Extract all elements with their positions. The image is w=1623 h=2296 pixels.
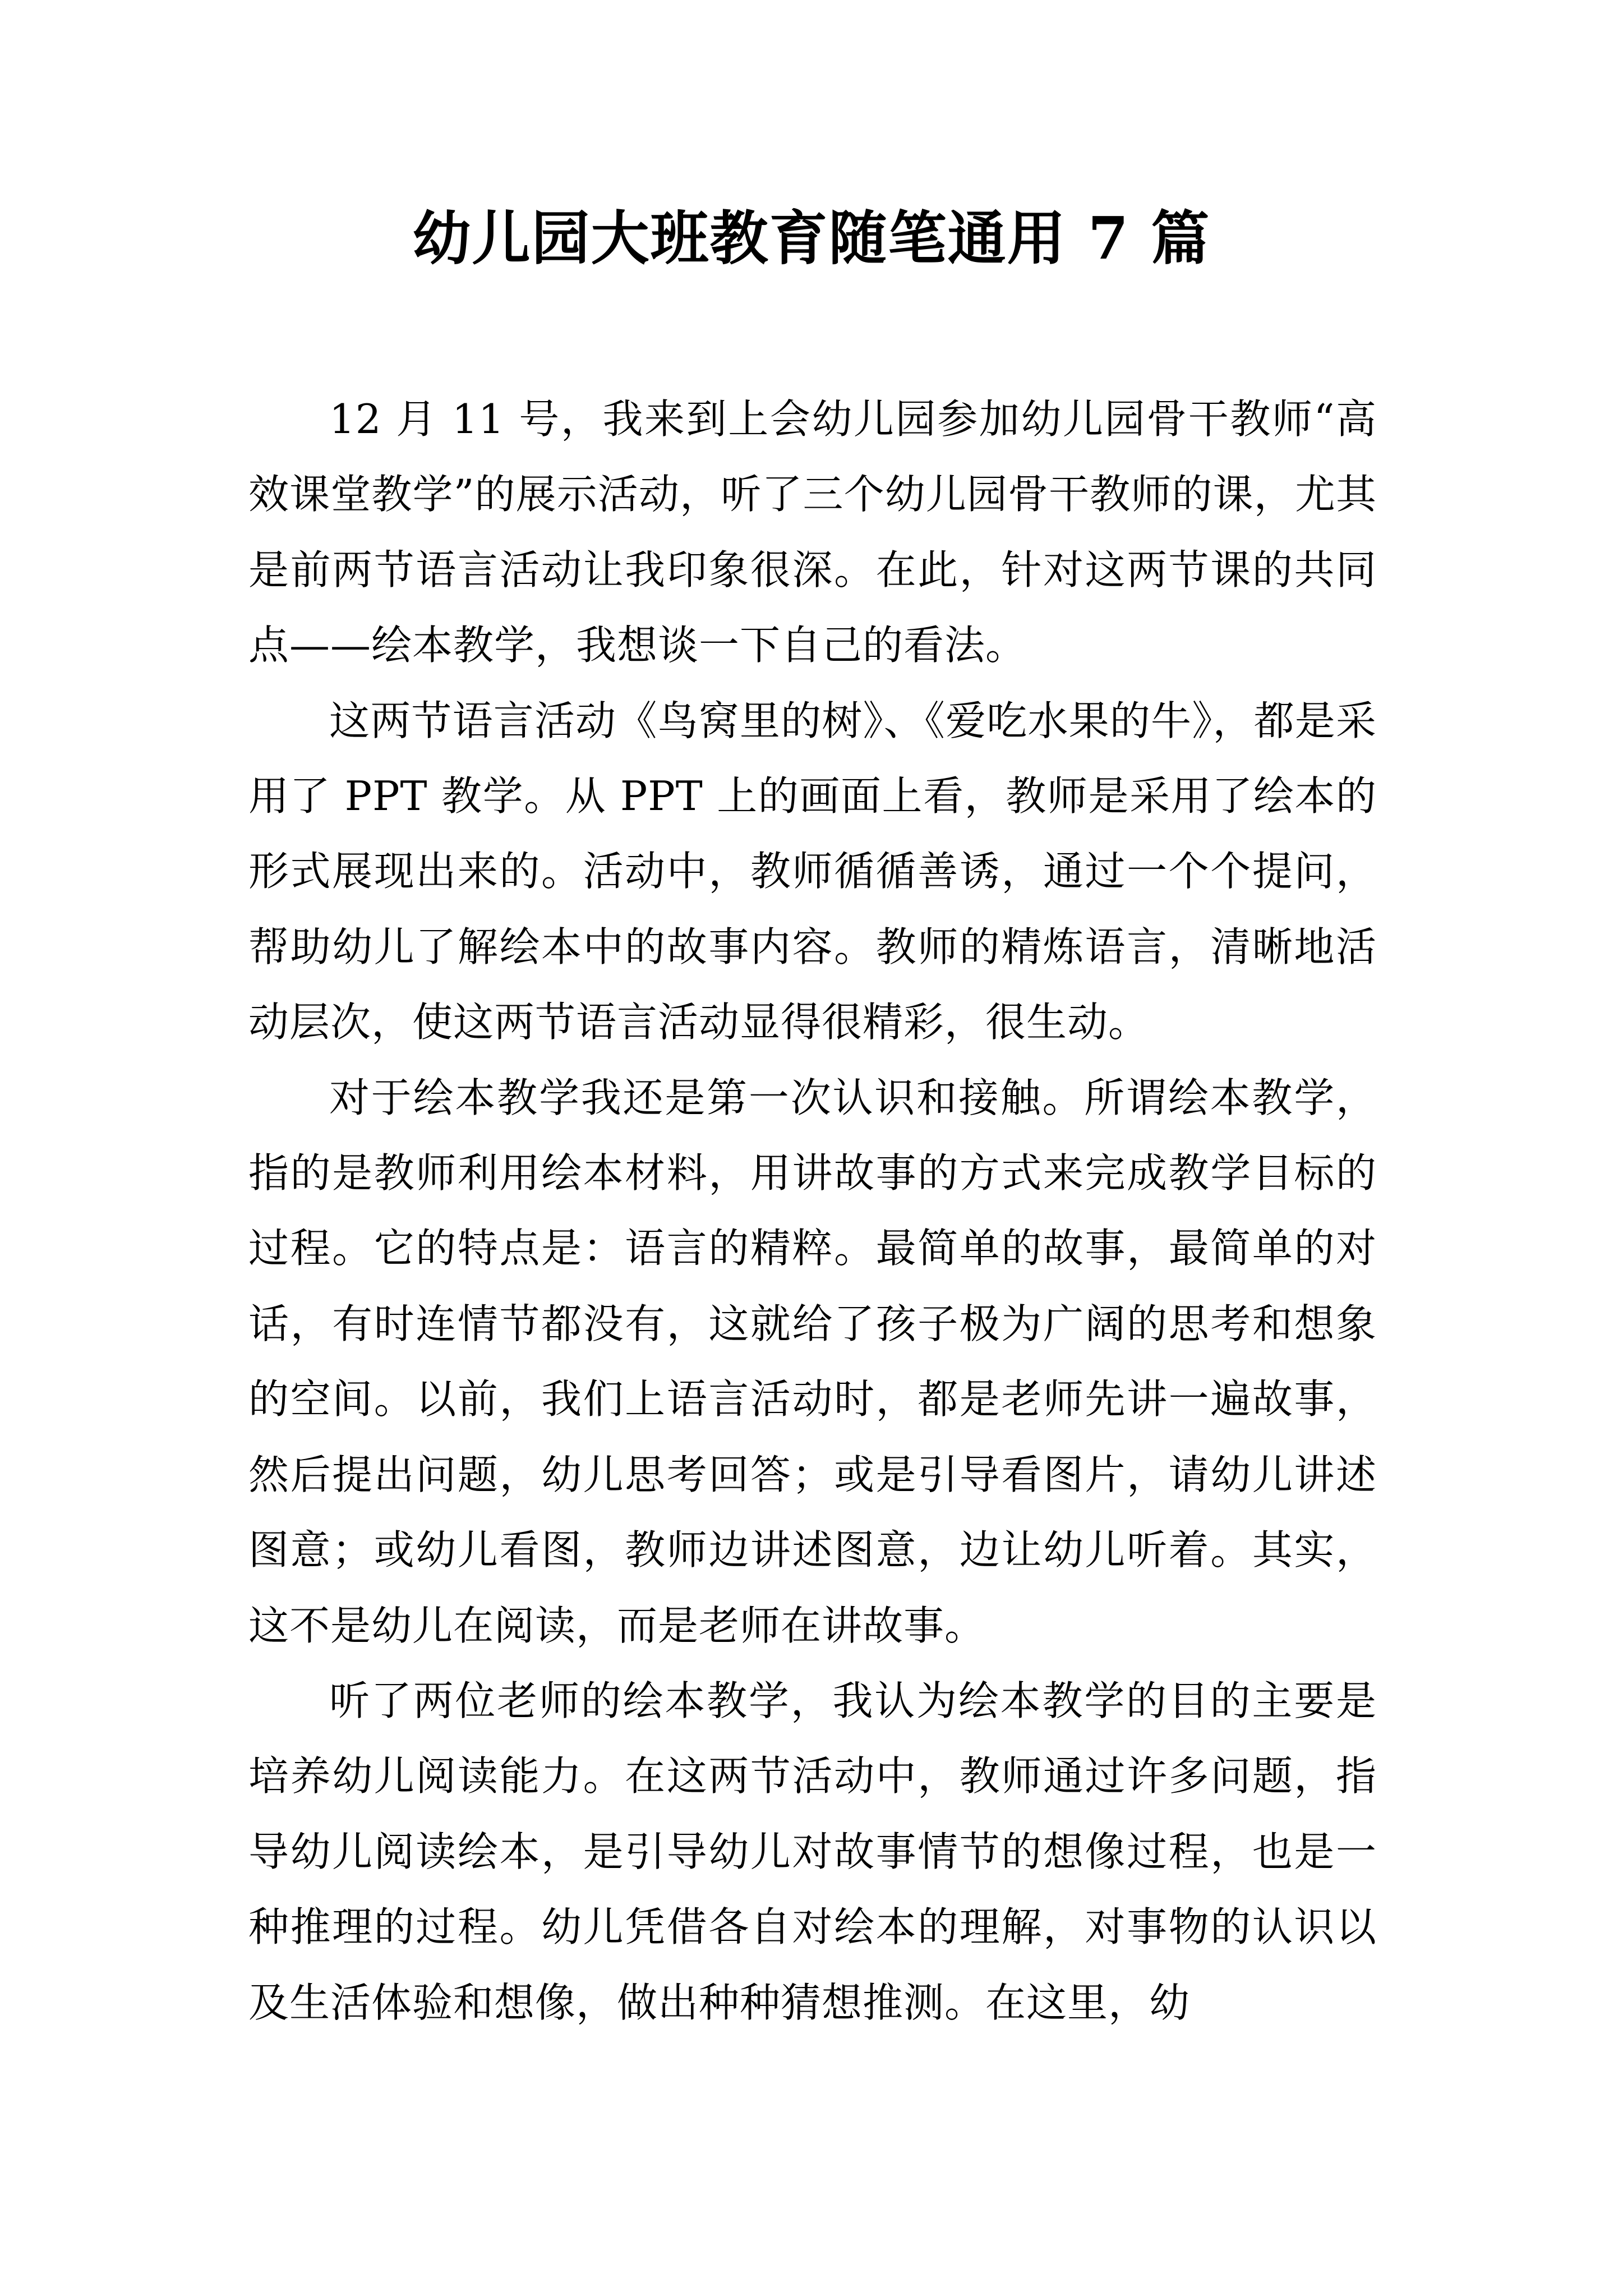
paragraph: 对于绘本教学我还是第一次认识和接触。所谓绘本教学，指的是教师利用绘本材料，用讲故事的方式来完成教学目标的过程。它的特点是：语言的精粹。最简单的故事，最简单的对话，有时连情节都没有，这就给了孩子极为广阔的思考和想象的空间。以前，我们上语言活动时，都是老师先讲一遍故事，然后提出问题，幼儿思考回答；或是引导看图片，请幼儿讲述图意；或幼儿看图，教师边讲述图意，边让幼儿听着。其实，这不是幼儿在阅读，而是老师在讲故事。	[248, 1074, 1377, 1649]
paragraph: 这两节语言活动《鸟窝里的树》、《爱吃水果的牛》，都是采用了 PPT 教学。从 PPT 上的画面上看，教师是采用了绘本的形式展现出来的。活动中，教师循循善诱，通过一个个提问，帮助幼儿了解绘本中的故事内容。教师的精炼语言，清晰地活动层次，使这两节语言活动显得很精彩，很生动。	[248, 697, 1377, 1046]
paragraph: 听了两位老师的绘本教学，我认为绘本教学的目的主要是培养幼儿阅读能力。在这两节活动中，教师通过许多问题，指导幼儿阅读绘本，是引导幼儿对故事情节的想像过程，也是一种推理的过程。幼儿凭借各自对绘本的理解，对事物的认识以及生活体验和想像，做出种种猜想推测。在这里，幼	[248, 1677, 1377, 2026]
paragraph: 12 月 11 号，我来到上会幼儿园参加幼儿园骨干教师“高效课堂教学”的展示活动，听了三个幼儿园骨干教师的课，尤其是前两节语言活动让我印象很深。在此，针对这两节课的共同点——绘本教学，我想谈一下自己的看法。	[248, 395, 1377, 669]
document-title: 幼儿园大班教育随笔通用 7 篇	[412, 204, 1211, 273]
document-body	[248, 381, 1377, 2040]
